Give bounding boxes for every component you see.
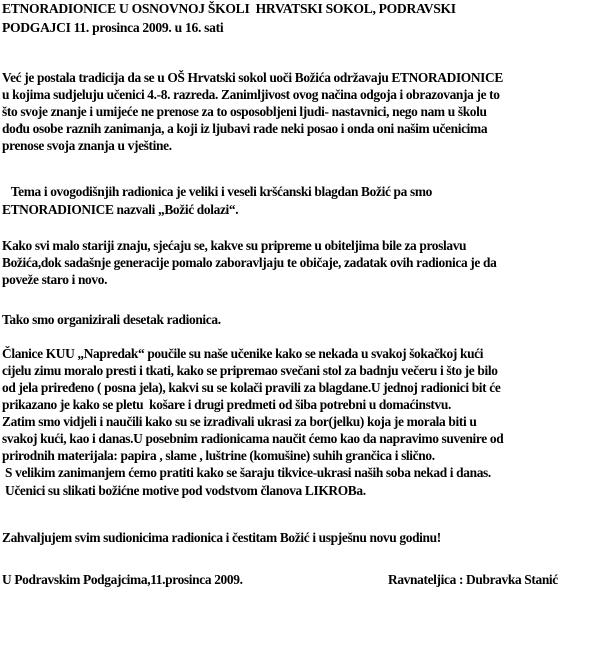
document-title-line-2: PODGAJCI 11. prosinca 2009. u 16. sati [2,20,224,35]
activities-line-6: svakoj kući, kao i danas.U posebnim radionicama naučit ćemo kao da napravimo suvenire od [2,431,504,446]
reason-line-2: Božića,dok sadašnje generacije pomalo zaboravljaju te običaje, zadatak ovih radionica je da [2,255,497,270]
theme-line-2: ETNORADIONICE nazvali „Božić dolazi“. [2,202,239,217]
intro-line-1: Već je postala tradicija da se u OŠ Hrvatski sokol uoči Božića održavaju ETNORADIONICE [2,70,503,85]
activities-line-7: prirodnih materijala: papira , slame , luštrine (komušine) suhih grančica i slično. [2,448,435,463]
activities-line-8: S velikim zanimanjem ćemo pratiti kako se šaraju tikvice-ukrasi naših soba nekad i danas. [2,465,491,480]
activities-line-9: Učenici su slikati božićne motive pod vodstvom članova LIKROBa. [2,483,366,498]
intro-line-5: prenose svoja znanja u vještine. [2,138,172,153]
document-title-line-1: ETNORADIONICE U OSNOVNOJ ŠKOLI HRVATSKI SOKOL, PODRAVSKI [2,1,456,16]
activities-line-1: Članice KUU „Napredak“ poučile su naše učenike kako se nekada u svakoj šokačkoj kući [2,346,484,361]
intro-line-3: što svoje znanje i umijeće ne prenose za to osposobljeni ljudi- nastavnici, nego nam u školu [2,104,487,119]
place-date: U Podravskim Podgajcima,11.prosinca 2009. [2,572,243,587]
reason-line-1: Kako svi malo stariji znaju, sjećaju se, kakve su pripreme u obiteljima bile za proslavu [2,238,467,253]
closing-block [2,571,592,639]
thanks-line: Zahvaljujem svim sudionicima radionica i čestitam Božić i uspješnu novu godinu! [2,530,441,545]
activities-line-3: od jela priređeno ( posna jela), kakvi su se kolači pravili za blagdane.U jednoj radionici bit će [2,380,501,395]
workshop-count-line: Tako smo organizirali desetak radionica. [2,312,221,327]
activities-line-5: Zatim smo vidjeli i naučili kako su se izrađivali ukrasi za bor(jelku) koja je morala biti u [2,414,477,429]
reason-line-3: poveže staro i novo. [2,272,108,287]
intro-line-2: u kojima sudjeluju učenici 4.-8. razreda. Zanimljivost ovog načina odgoja i obrazovanja je to [2,87,500,102]
intro-line-4: dođu osobe raznih zanimanja, a koji iz ljubavi rade neki posao i onda oni našim učenicima [2,121,488,136]
theme-line-1: Tema i ovogodišnjih radionica je veliki i veseli kršćanski blagdan Božić pa smo [2,184,432,199]
principal-signature: Ravnateljica : Dubravka Stanić [388,572,558,587]
activities-line-4: prikazano je kako se pletu košare i drugi predmeti od šiba potrebni u domaćinstvu. [2,397,451,412]
activities-line-2: cijelu zimu moralo presti i tkati, kako se pripremao svečani stol za badnju večeru i što je bilo [2,363,498,378]
